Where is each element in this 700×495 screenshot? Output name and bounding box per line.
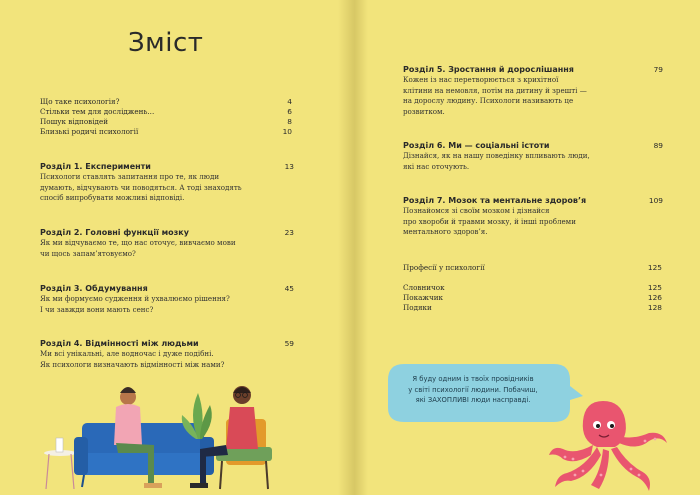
toc-row[interactable]	[403, 293, 662, 303]
toc-row[interactable]	[40, 97, 292, 107]
chapter-entry[interactable]	[403, 140, 663, 172]
chapter-page: 45	[284, 284, 294, 293]
toc-page: 126	[647, 293, 662, 302]
toc-row[interactable]	[403, 283, 662, 293]
chapter-description: Дізнайся, як на нашу поведінку впливають люди, які нас оточують.	[403, 151, 590, 171]
chapter-description: Психологи ставлять запитання про те, як люди думають, відчувають чи поводяться. А тоді знаходять спосіб випробувати можливі відповіді.	[40, 172, 242, 202]
toc-row[interactable]	[403, 263, 662, 273]
chapter-page: 23	[284, 228, 294, 237]
toc-row[interactable]	[40, 127, 292, 137]
book-gutter	[338, 0, 368, 495]
toc-row[interactable]	[40, 107, 292, 117]
chapter-title: Розділ 6. Ми — соціальні істоти	[403, 141, 550, 150]
chapter-entry[interactable]	[403, 195, 663, 238]
toc-page: 10	[282, 127, 292, 136]
toc-label: Словничок	[403, 283, 445, 292]
toc-label: Подяки	[403, 303, 432, 312]
toc-label: Пошук відповідей	[40, 117, 108, 126]
chapter-entry[interactable]	[403, 64, 663, 117]
toc-page: 125	[647, 263, 662, 272]
chapter-entry[interactable]	[40, 283, 294, 315]
toc-label: Близькі родичі психології	[40, 127, 139, 136]
chapter-page: 59	[284, 339, 294, 348]
toc-row[interactable]	[40, 117, 292, 127]
toc-label: Професії у психології	[403, 263, 485, 272]
toc-page: 128	[647, 303, 662, 312]
chapter-entry[interactable]	[40, 161, 294, 204]
chapter-description: Кожен із нас перетворюється з крихітної клітини на немовля, потім на дитину й зрешті — на дорослу людину. Психологи називають це розвитком.	[403, 75, 587, 116]
chapter-title: Розділ 7. Мозок та ментальне здоров’я	[403, 196, 587, 205]
chapter-title: Розділ 5. Зростання й дорослішання	[403, 65, 574, 74]
toc-label: Покажчик	[403, 293, 444, 302]
chapter-title: Розділ 2. Головні функції мозку	[40, 228, 189, 237]
chapter-description: Познайомся зі своїм мозком і дізнайся про хвороби й травми мозку, й інші проблеми ментального здоров’я.	[403, 206, 576, 236]
chapter-page: 79	[653, 65, 663, 74]
chapter-entry[interactable]	[40, 338, 294, 370]
toc-label: Що таке психологія?	[40, 97, 120, 106]
speech-bubble-text: Я буду одним із твоїх провідників у світі психології людини. Побачиш, які ЗАХОПЛИВІ люди насправді.	[408, 375, 538, 404]
octopus-illustration	[545, 395, 670, 493]
sofa-scene-illustration	[30, 375, 275, 493]
chapter-description: Як ми формуємо судження й ухвалюємо рішення? І чи завжди вони мають сенс?	[40, 294, 230, 314]
chapter-page: 109	[648, 196, 663, 205]
toc-page: 125	[647, 283, 662, 292]
chapter-description: Як ми відчуваємо те, що нас оточує, вивчаємо мови чи щось запам’ятовуємо?	[40, 238, 236, 258]
chapter-title: Розділ 1. Експерименти	[40, 162, 151, 171]
chapter-entry[interactable]	[40, 227, 294, 259]
chapter-title: Розділ 3. Обдумування	[40, 284, 148, 293]
page-title: Зміст	[128, 28, 204, 58]
chapter-description: Ми всі унікальні, але водночас і дуже подібні. Як психологи визначають відмінності між нами?	[40, 349, 225, 369]
chapter-title: Розділ 4. Відмінності між людьми	[40, 339, 199, 348]
side-table	[44, 438, 76, 489]
chapter-page: 89	[653, 141, 663, 150]
toc-page: 4	[287, 97, 292, 106]
toc-page: 6	[287, 107, 292, 116]
chapter-page: 13	[284, 162, 294, 171]
toc-label: Стільки тем для досліджень...	[40, 107, 155, 116]
toc-page: 8	[287, 117, 292, 126]
toc-row[interactable]	[403, 303, 662, 313]
